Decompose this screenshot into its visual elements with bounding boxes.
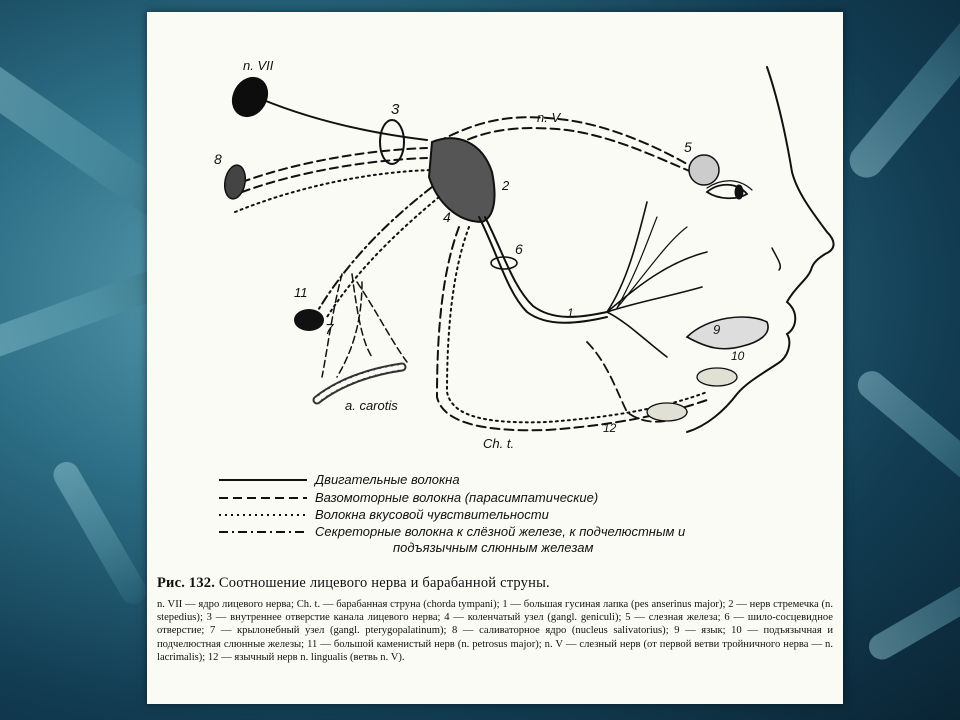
label-3: 3 [391,101,400,118]
salivatory-nucleus [222,164,248,201]
pes-anserinus-branch [617,217,657,308]
label-1: 1 [567,306,574,320]
legend-motor: Двигательные волокна [315,472,460,487]
legend-secretory-2: подъязычным слюнным железам [393,540,594,555]
carotid-artery [317,367,402,400]
label-nvii: n. VII [243,58,274,73]
caption-body: n. VII — ядро лицевого нерва; Ch. t. — барабанная струна (chorda tympani); 1 — большая гусиная лапка (pes anserinus major); 2 — нерв стремечка (n. stepedius); 3 — внутреннее отверстие канала лицевого нерва; 4 — коленчатый узел (gangl. geniculi); 5 — слезная железа; 6 — шило-сосцевидное отверстие; 7 — крылонебный узел (gangl. pterygopalatinum); 8 — саливаторное ядро (nucleus salivatorius); 9 — язык; 10 — подъязычная и подчелюстная слюнные железы; 11 — большой каменистый нерв (n. petrosus major); n. V — слезный нерв (от первой ветви тройничного нерва — n. lacrimalis); 12 — язычный нерв n. lingualis (ветвь n. V). [157,599,833,663]
petrosal-nerve [327,197,439,317]
label-2: 2 [502,178,510,193]
label-carotis: a. carotis [345,398,398,413]
label-10: 10 [731,349,745,363]
caption-title [157,575,833,592]
geniculate-ganglion [429,138,495,222]
legend-taste: Волокна вкусовой чувствительности [315,507,549,522]
figure-caption [157,575,833,664]
internal-acoustic-opening [380,120,404,164]
vasomotor-fiber [242,158,427,192]
background-fiber [49,457,152,609]
chorda-tympani [447,227,707,422]
motor-fiber [261,99,427,140]
ear-outline [772,248,780,270]
background-fiber [852,365,960,502]
label-11: 11 [294,285,308,300]
facial-nerve-trunk [479,217,607,323]
label-chorda-tympani: Ch. t. [483,436,515,451]
pes-anserinus-branch [607,312,667,357]
label-7: 7 [325,321,334,338]
figure-page [147,12,843,704]
nerve-diagram [147,12,843,572]
legend-secretory-1: Секреторные волокна к слёзной железе, к подчелюстным и [315,524,686,539]
taste-fiber [235,170,432,212]
label-12: 12 [603,421,617,435]
legend-vasomotor: Вазомоторные волокна (парасимпатические) [315,490,599,505]
background-fiber [843,9,960,184]
sublingual-gland [697,368,737,386]
submandibular-gland [647,403,687,421]
petrosal-nerve [317,187,432,312]
label-5: 5 [684,139,692,155]
facial-nerve-trunk [485,217,607,317]
pterygopalatine-fibers [357,282,407,362]
facial-nucleus [225,70,275,123]
petrosal-nerve-node [294,309,324,331]
figure-title: Соотношение лицевого нерва и барабанной струны. [218,575,550,591]
label-4: 4 [443,209,451,225]
figure-number: Рис. 132. [157,575,216,591]
label-8: 8 [214,151,222,167]
legend [219,472,685,555]
pes-anserinus-branch [617,227,687,308]
tongue [687,317,768,349]
lacrimal-gland [689,155,719,185]
label-9: 9 [713,322,721,337]
vasomotor-fiber [242,148,427,182]
chorda-tympani [437,227,707,430]
label-nv: n. V [537,110,561,125]
pupil [735,185,743,199]
label-6: 6 [515,241,523,257]
background-fiber [864,562,960,665]
